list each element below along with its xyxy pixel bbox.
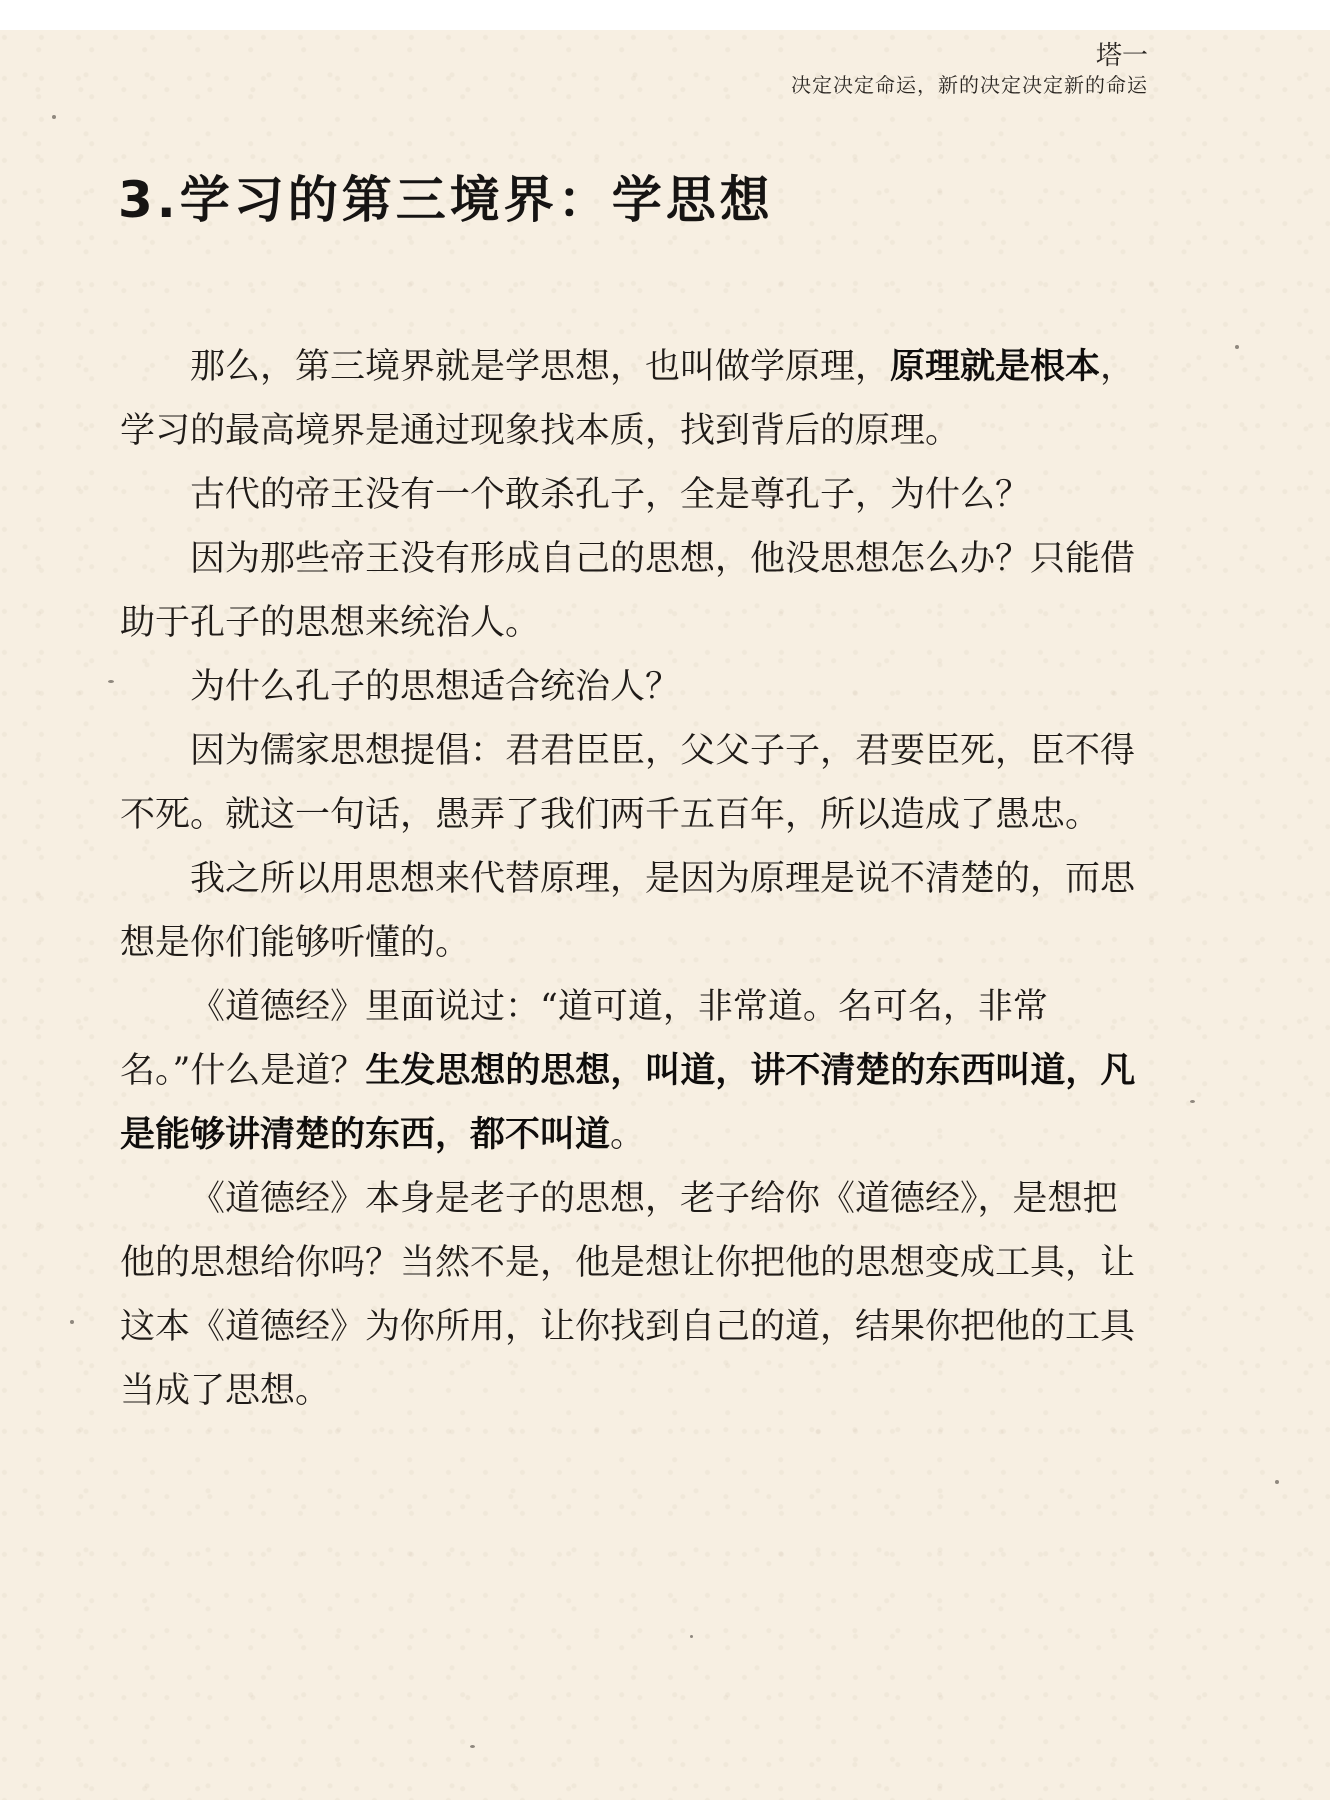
paragraph-text: 我之所以用思想来代替原理，是因为原理是说不清楚的，而思想是你们能够听懂的。 bbox=[120, 859, 1136, 963]
paper-speck bbox=[690, 1635, 693, 1638]
paragraph-text: 《道德经》本身是老子的思想，老子给你《道德经》，是想把他的思想给你吗？当然不是，他是想让你把他的思想变成工具，让这本《道德经》为你所用，让你找到自己的道，结果你把他的工具当成了思想。 bbox=[120, 1179, 1136, 1411]
paragraph-text: 古代的帝王没有一个敢杀孔子，全是尊孔子，为什么？ bbox=[190, 475, 1031, 515]
paragraph bbox=[120, 335, 1145, 463]
paper-speck bbox=[1235, 345, 1239, 349]
header-book-title: 塔一 bbox=[1095, 41, 1148, 71]
paper-speck bbox=[70, 1320, 74, 1324]
bold-emphasis: 原理就是根本 bbox=[890, 346, 1101, 387]
paper-speck bbox=[1190, 1100, 1195, 1103]
paragraph bbox=[120, 719, 1145, 847]
body-text bbox=[120, 335, 1145, 1423]
paragraph-text: 。 bbox=[610, 1115, 646, 1155]
paragraph-text: 那么，第三境界就是学思想，也叫做学原理， bbox=[190, 347, 891, 387]
paper-speck bbox=[52, 115, 56, 119]
running-header bbox=[791, 40, 1148, 98]
paragraph-text: ，学习的最高境界是通过现象找本质，找到背后的原理。 bbox=[120, 347, 1136, 451]
paragraph-text: 为什么孔子的思想适合统治人？ bbox=[190, 667, 681, 707]
bold-emphasis: 生发思想的思想，叫道，讲不清楚的东西叫道，凡是能够讲清楚的东西，都不叫道 bbox=[120, 1050, 1136, 1155]
paragraph bbox=[120, 527, 1145, 655]
paper-speck bbox=[108, 680, 114, 683]
book-page bbox=[0, 30, 1330, 1800]
paragraph bbox=[120, 463, 1145, 527]
paragraph-text: 因为儒家思想提倡：君君臣臣，父父子子，君要臣死，臣不得不死。就这一句话，愚弄了我们两千五百年，所以造成了愚忠。 bbox=[120, 731, 1136, 835]
paper-speck bbox=[1275, 1480, 1279, 1484]
paragraph bbox=[120, 847, 1145, 975]
paragraph-text: 《道德经》里面说过：“道可道，非常道。名可名，非常名。”什么是道？ bbox=[120, 987, 1048, 1091]
section-title: 3.学习的第三境界：学思想 bbox=[118, 171, 774, 229]
paragraph-text: 因为那些帝王没有形成自己的思想，他没思想怎么办？只能借助于孔子的思想来统治人。 bbox=[120, 539, 1136, 643]
paper-speck bbox=[470, 1745, 475, 1748]
header-subtitle: 决定决定命运，新的决定决定新的命运 bbox=[791, 73, 1148, 97]
paragraph bbox=[120, 1167, 1145, 1423]
paragraph bbox=[120, 975, 1145, 1167]
paragraph bbox=[120, 655, 1145, 719]
